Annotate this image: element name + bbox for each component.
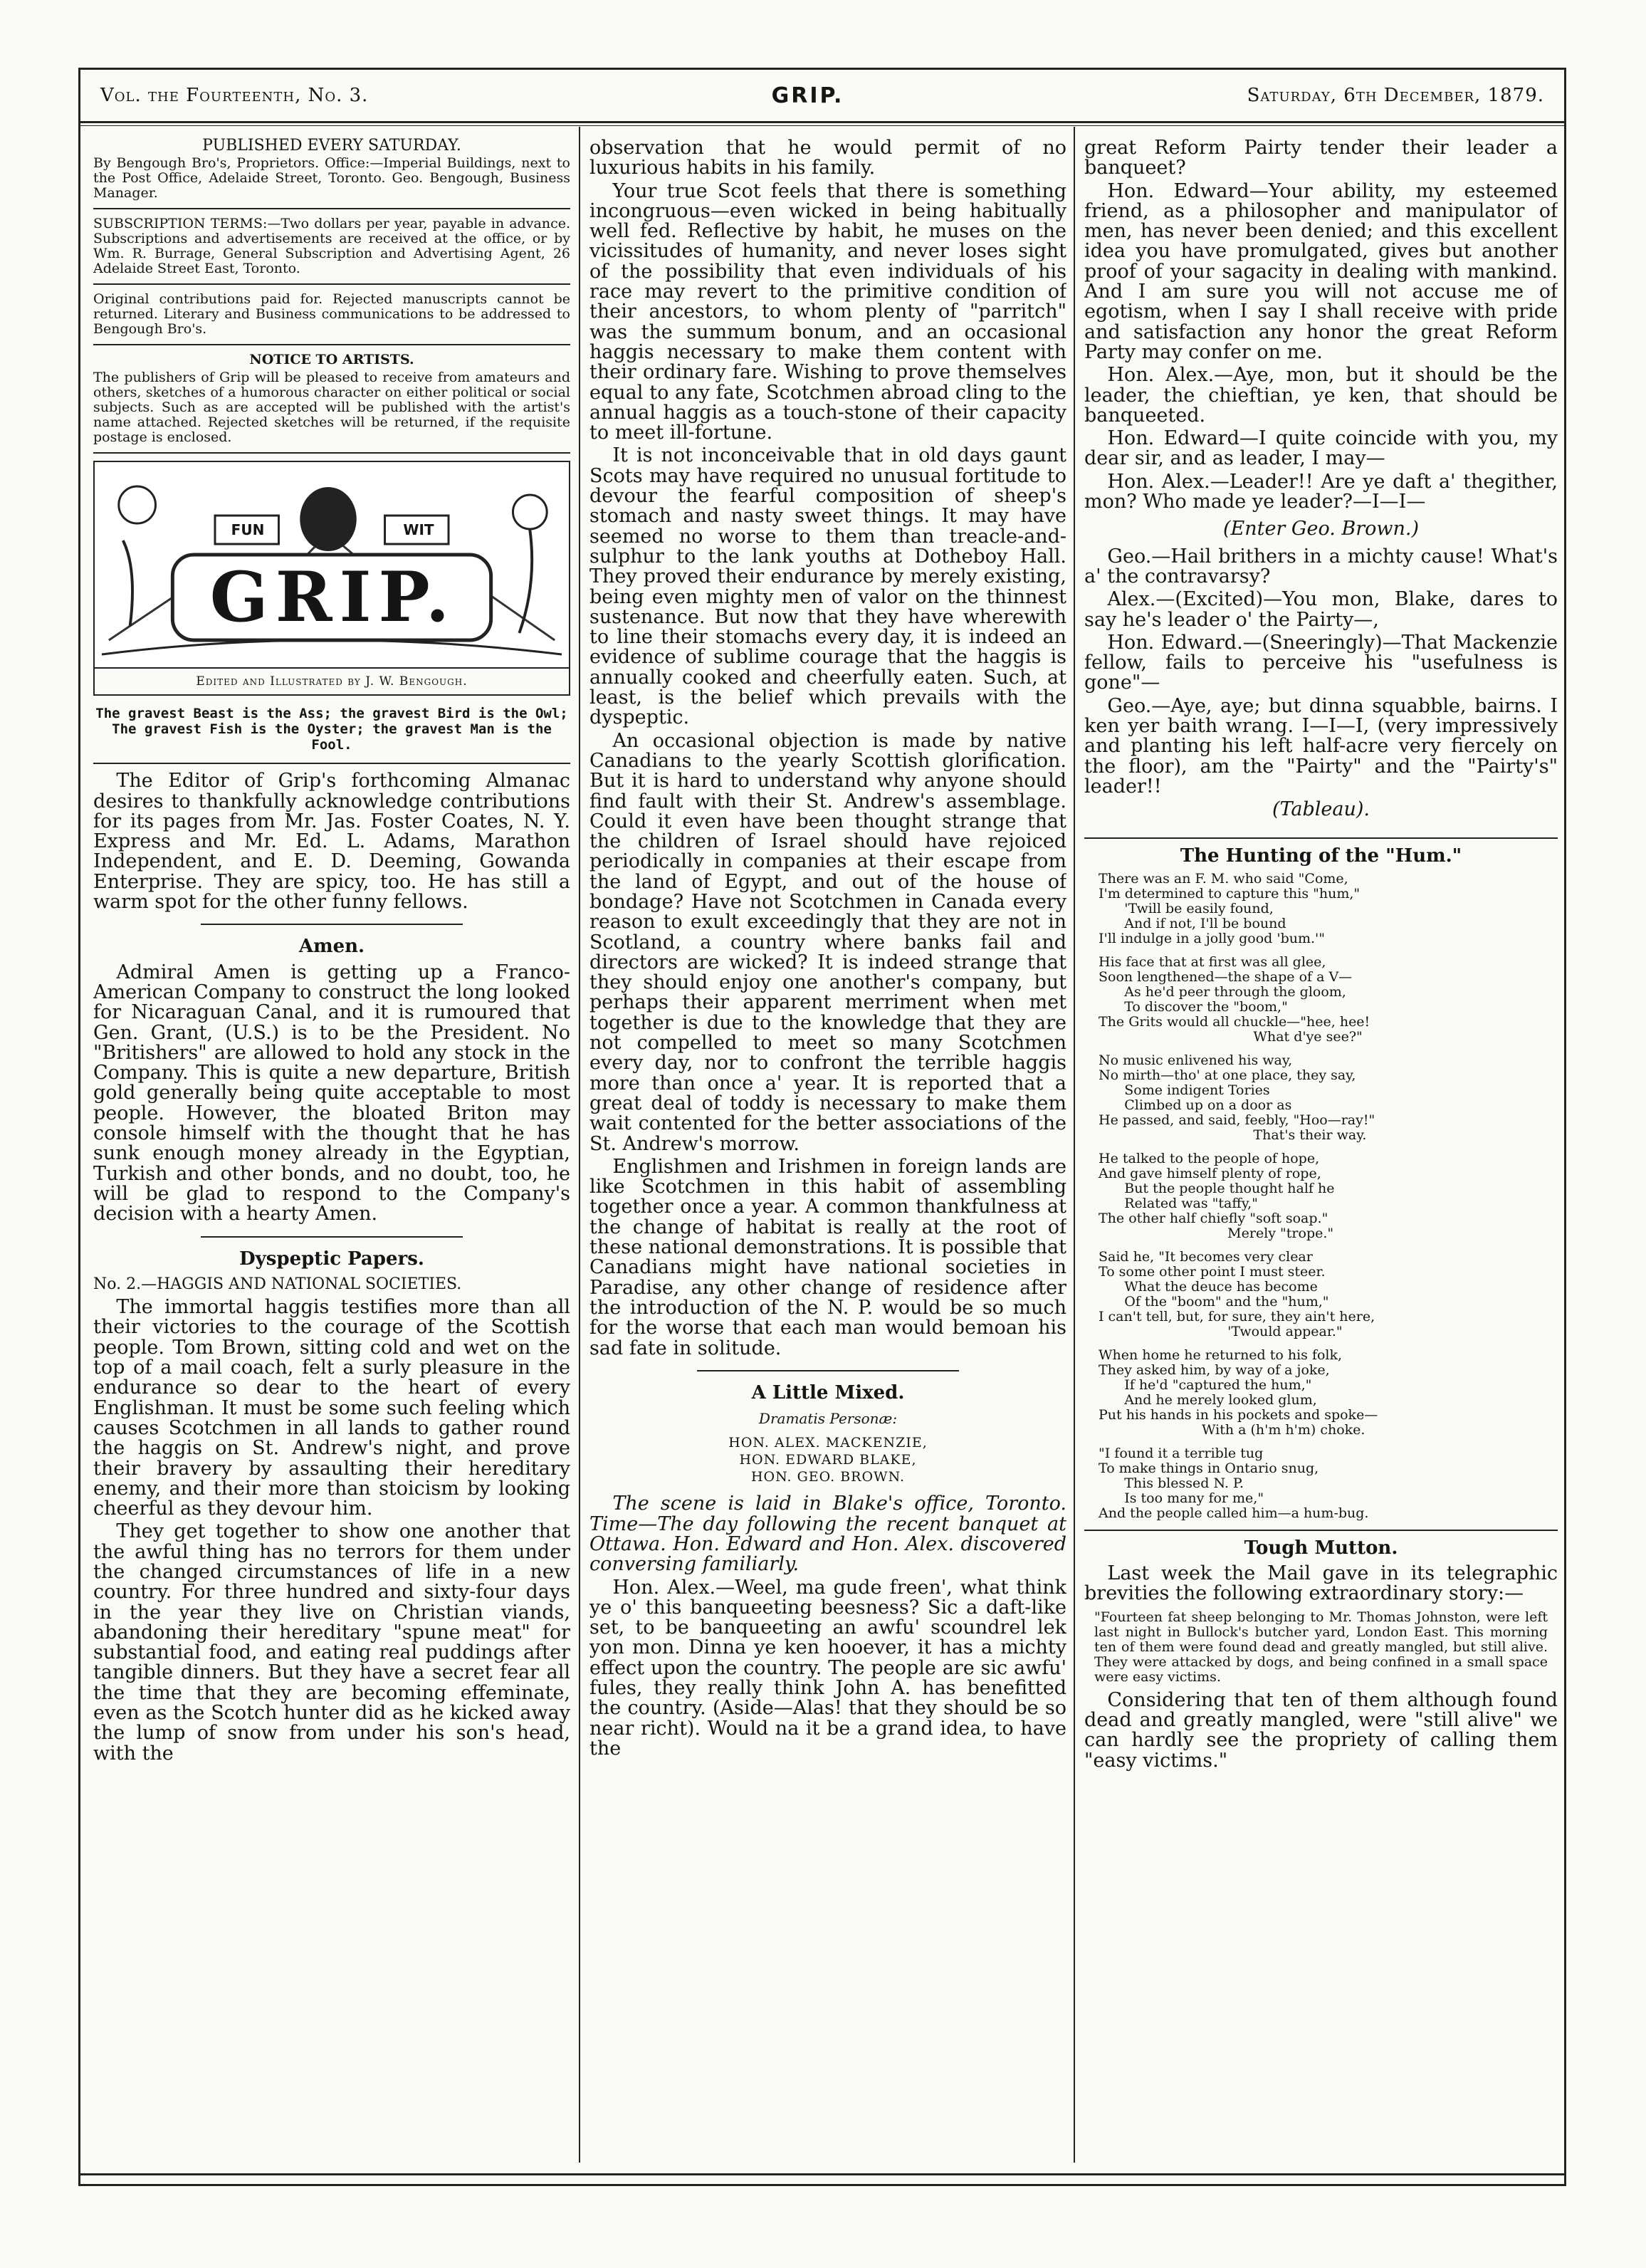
poem-line: That's their way. — [1099, 1127, 1367, 1143]
volume-number: Vol. the Fourteenth, No. 3. — [100, 85, 369, 106]
poem-line: They asked him, by way of a joke, — [1099, 1362, 1330, 1378]
article-paragraph: It is not inconceivable that in old days gaunt Scots may have required no unusual fortitude to devour the fearful composition of sheep's stomach and nasty sweet things. It may have seemed no worse to them than treacle-and-sulphur to the lank youths at Dotheboy Hall. They proved their endurance by merely existing, being even mighty men of valor on the thinnest sustenance. But now that they have wherewith to line their stomachs every day, it is indeed an evidence of sublime courage that the haggis is annually cooked and cheerfully eaten. Such, at least, is the belief which prevails with the dyspeptic. — [589, 444, 1066, 729]
poem-stanza — [1099, 1348, 1558, 1438]
divider — [697, 1370, 960, 1371]
amen-heading: Amen. — [298, 936, 365, 958]
article-paragraph: An occasional objection is made by native Canadians to the yearly Scottish glorification. But it is hard to understand why anyone should find fault with their St. Andrew's assemblage. Could it even have been thought strange that the children of Israel should have rejoiced periodically in companies at their escape from the land of Egypt, and out of the house of bondage? Have not Scotchmen in Canada every reason to exult exceedingly that they are not in Scotland, a country where banks fail and directors are wicked? It is indeed strange that they should enjoy one another's company, but perhaps their apparent merriment when met together is due to the knowledge that they are not compelled to meet so many Scotchmen every day, nor to confront the terrible haggis more than once a' year. It is reported that a great deal of toddy is necessary to make them wait contented for the better associations of the St. Andrew's morrow. — [589, 729, 1066, 1155]
dramatis-personae: Dramatis Personæ: — [758, 1410, 898, 1428]
poem-line: He passed, and said, feebly, "Hoo—ray!" — [1099, 1112, 1375, 1128]
poem-line: No music enlivened his way, — [1099, 1052, 1293, 1068]
poem-line: Is too many for me," — [1099, 1490, 1264, 1506]
published-text: By Bengough Bro's, Proprietors. Office:—Imperial Buildings, next to the Post Office, Adelaide Street, Toronto. Geo. Bengough, Business Manager. — [93, 155, 570, 201]
dialogue-paragraph: Hon. Edward.—(Sneeringly)—That Mackenzie fellow, fails to perceive his "usefulness is gone"— — [1084, 631, 1558, 694]
cast-member: HON. GEO. BROWN. — [750, 1469, 906, 1485]
poem-line: Climbed up on a door as — [1099, 1097, 1292, 1113]
cast-member: HON. EDWARD BLAKE, — [739, 1452, 917, 1468]
poem-line: To make things in Ontario snug, — [1099, 1460, 1319, 1476]
notice-text: The publishers of Grip will be pleased to receive from amateurs and others, sketches of a humorous character on either political or social subjects. Such as are accepted will be published with the artist's name attached. Rejected sketches will be returned, if the requisite postage is enclosed. — [93, 370, 570, 445]
motto-line-1: The gravest Beast is the Ass; the gravest Bird is the Owl; — [95, 706, 568, 722]
poem-line: No mirth—tho' at one place, they say, — [1099, 1067, 1356, 1083]
publisher-box — [93, 138, 570, 445]
logo-grip-word: GRIP. — [209, 556, 457, 637]
column-3 — [1084, 138, 1558, 2163]
poem-line: "I found it a terrible tug — [1099, 1445, 1264, 1461]
hunting-poem — [1099, 872, 1558, 1521]
poem-stanza — [1099, 955, 1558, 1045]
bottom-rule — [80, 2173, 1564, 2175]
paper-title: GRIP. — [771, 83, 844, 108]
motto-line-2: The gravest Fish is the Oyster; the gravest Man is the Fool. — [112, 721, 552, 753]
poem-line: 'Twill be easily found, — [1099, 900, 1274, 916]
article-paragraph: Your true Scot feels that there is something incongruous—even wicked in being habitually well fed. Reflective by habit, he muses on the vicissitudes of humanity, and never loses sight of the possibility that even individuals of his race may revert to the primitive condition of their ancestors, to whom plenty of "parritch" was the summum bonum, and an occasional haggis necessary to make them content with their ordinary fare. Wishing to prove themselves equal to any fate, Scotchmen abroad cling to the annual haggis as a touch-stone of their capacity to meet ill-fortune. — [589, 179, 1066, 444]
poem-stanza — [1099, 1053, 1558, 1143]
tough-mutton-heading: Tough Mutton. — [1244, 1537, 1398, 1559]
divider — [201, 924, 463, 925]
column-2 — [589, 138, 1066, 2163]
poem-line: The Grits would all chuckle—"hee, hee! — [1099, 1013, 1370, 1030]
poem-line: What the deuce has become — [1099, 1278, 1318, 1295]
amen-text: Admiral Amen is getting up a Franco-American Company to construct the long looked for Nicaraguan Canal, and it is rumoured that Gen. Grant, (U.S.) is to be the President. No "Britishers" are allowed to hold any stock in the Company. This is quite a new departure, British gold generally being quite acceptable to most people. However, the bloated Briton may console himself with the thought that he has sunk enough money already in the Egyptian, Turkish and other bonds, and no doubt, too, he will be glad to respond to the Company's decision with a hearty Amen. — [93, 961, 570, 1226]
poem-line: I'll indulge in a jolly good 'bum.'" — [1099, 930, 1326, 946]
issue-date: Saturday, 6th December, 1879. — [1247, 85, 1544, 106]
poem-line: There was an F. M. who said "Come, — [1099, 870, 1348, 887]
logo-wit-label: WIT — [403, 521, 434, 538]
dialogue-paragraph: Hon. Edward—I quite coincide with you, my dear sir, and as leader, I may— — [1084, 427, 1558, 470]
cast-list — [589, 1434, 1066, 1485]
poem-stanza — [1099, 1250, 1558, 1339]
cast-member: HON. ALEX. MACKENZIE, — [728, 1435, 928, 1451]
logo-fun-label: FUN — [231, 521, 265, 538]
poem-line: Some indigent Tories — [1099, 1082, 1270, 1098]
divider — [1084, 837, 1558, 839]
tough-paragraph-1: Last week the Mail gave in its telegraphic brevities the following extraordinary story:— — [1084, 1562, 1558, 1605]
dialogue-paragraph: Geo.—Hail brithers in a michty cause! What's a' the contravarsy? — [1084, 545, 1558, 587]
poem-stanza — [1099, 1151, 1558, 1241]
divider — [93, 763, 570, 764]
poem-line: And he merely looked glum, — [1099, 1391, 1317, 1408]
poem-line: If he'd "captured the hum," — [1099, 1376, 1312, 1393]
poem-line: Merely "trope." — [1099, 1225, 1334, 1241]
poem-line: What d'ye see?" — [1099, 1028, 1363, 1045]
dyspeptic-paragraph-2: They get together to show one another that the awful thing has no terrors for them under the changed circumstances of life in a new country. For three hundred and sixty-four days in the year they live on Christian viands, abandoning their hereditary "spune meat" for substantial food, and eating real puddings after tangible dinners. But they have a secret fear all the time that they are becoming effeminate, even as the Scotch hunter did as he kicked away the lump of snow from under his son's head, with the — [93, 1520, 570, 1765]
article-paragraph: observation that he would permit of no luxurious habits in his family. — [589, 138, 1066, 179]
poem-line: 'Twould appear." — [1099, 1323, 1343, 1339]
published-heading: PUBLISHED EVERY SATURDAY. — [202, 138, 461, 155]
stage-direction: (Tableau). — [1272, 798, 1370, 821]
poem-line: This blessed N. P. — [1099, 1475, 1244, 1491]
poem-line: Of the "boom" and the "hum," — [1099, 1293, 1329, 1310]
poem-line: I'm determined to capture this "hum," — [1099, 885, 1361, 902]
logo-caption: Edited and Illustrated by J. W. Bengough. — [93, 669, 570, 696]
column-divider — [579, 127, 580, 2163]
column-1 — [93, 138, 570, 2163]
stage-direction: (Enter Geo. Brown.) — [1222, 518, 1420, 540]
dialogue-paragraph: Geo.—Aye, aye; but dinna squabble, bairns. I ken yer baith wrang. I—I—I, (very impressively and planting his left half-acre very fiercely on the floor), am the "Pairty" and the "Pairty's" leader!! — [1084, 694, 1558, 798]
scene-description: The scene is laid in Blake's office, Toronto. Time—The day following the recent banquet at Ottawa. Hon. Edward and Hon. Alex. discovered conversing familiarly. — [589, 1493, 1066, 1576]
divider — [93, 452, 570, 454]
notice-heading: NOTICE TO ARTISTS. — [249, 352, 414, 367]
dialogue-paragraph: Alex.—(Excited)—You mon, Blake, dares to say he's leader o' the Pairty—, — [1084, 588, 1558, 631]
contributions-notice: Original contributions paid for. Rejected manuscripts cannot be returned. Literary and Business communications to be addressed to Bengough Bro's. — [93, 291, 570, 337]
divider — [93, 283, 570, 285]
grip-logo-illustration — [93, 461, 570, 669]
divider — [93, 208, 570, 209]
poem-line: His face that at first was all glee, — [1099, 953, 1326, 970]
dyspeptic-subheading: No. 2.—HAGGIS AND NATIONAL SOCIETIES. — [93, 1275, 462, 1293]
masthead — [80, 70, 1564, 123]
dialogue-paragraph: Hon. Edward—Your ability, my esteemed friend, as a philosopher and manipulator of men, has never been denied; and this excellent idea you have promulgated, gives but another proof of your sagacity in dealing with mankind. And I am sure you will not accuse me of egotism, when I say I shall receive with pride and satisfaction any honor the great Reform Party may confer on me. — [1084, 179, 1558, 363]
editor-note: The Editor of Grip's forthcoming Almanac desires to thankfully acknowledge contributions for its pages from Mr. Jas. Foster Coates, N. Y. Express and Mr. Ed. L. Adams, Marathon Independent, and E. D. Deeming, Gowanda Enterprise. They are spicy, too. He has still a warm spot for the other funny fellows. — [93, 770, 570, 914]
divider — [1084, 1530, 1558, 1531]
poem-line: The other half chiefly "soft soap." — [1099, 1210, 1328, 1226]
poem-line: And if not, I'll be bound — [1099, 915, 1286, 931]
divider — [93, 344, 570, 345]
masthead-rule — [80, 125, 1564, 126]
poem-line: And the people called him—a hum-bug. — [1099, 1505, 1369, 1521]
column-divider — [1074, 127, 1075, 2163]
poem-line: But the people thought half he — [1099, 1180, 1335, 1196]
tough-quote: "Fourteen fat sheep belonging to Mr. Thomas Johnston, were left last night in Bullock's butcher yard, London East. This morning ten of them were found dead and greatly mangled, but still alive. They were attacked by dogs, and being confined in a small space were easy victims. — [1094, 1609, 1548, 1685]
subscription-terms: SUBSCRIPTION TERMS:—Two dollars per year, payable in advance. Subscriptions and advertisements are received at the office, or by Wm. R. Burrage, General Subscription and Advertising Agent, 26 Adelaide Street East, Toronto. — [93, 216, 570, 276]
poem-line: Said he, "It becomes very clear — [1099, 1248, 1313, 1265]
dyspeptic-paragraph-1: The immortal haggis testifies more than all their victories to the courage of the Scottish people. Tom Brown, sitting cold and wet on the top of a mail coach, felt a surly pleasure in the endurance so dear to the heart of every Englishman. It must be some such feeling which causes Scotchmen in all lands to gather round the haggis on St. Andrew's night, and prove their bravery by assaulting their hereditary enemy, and their more than stoicism by looking cheerful as they devour him. — [93, 1296, 570, 1520]
newspaper-page — [78, 68, 1566, 2186]
tough-paragraph-2: Considering that ten of them although found dead and greatly mangled, were "still alive" we can hardly see the propriety of calling them "easy victims." — [1084, 1688, 1558, 1772]
divider — [201, 1236, 463, 1238]
dialogue-paragraph: Hon. Alex.—Leader!! Are ye daft a' thegither, mon? Who made ye leader?—I—I— — [1084, 470, 1558, 513]
poem-stanza — [1099, 1446, 1558, 1521]
dyspeptic-heading: Dyspeptic Papers. — [239, 1248, 424, 1270]
poem-stanza — [1099, 872, 1558, 946]
article-paragraph: Englishmen and Irishmen in foreign lands are like Scotchmen in this habit of assembling together once a year. A common thankfulness at the change of habitat is really at the root of these national demonstrations. It is possible that Canadians might have national societies in Paradise, any other change of residence after the introduction of the N. P. would be so much for the worse that each man would bemoan his sad fate in solitude. — [589, 1155, 1066, 1359]
poem-line: And gave himself plenty of rope, — [1099, 1165, 1321, 1181]
motto — [93, 706, 570, 753]
poem-line: With a (h'm h'm) choke. — [1099, 1421, 1365, 1438]
poem-line: As he'd peer through the gloom, — [1099, 983, 1346, 1000]
poem-line: To discover the "boom," — [1099, 998, 1288, 1015]
hunting-heading: The Hunting of the "Hum." — [1180, 845, 1462, 867]
dialogue-paragraph: Hon. Alex.—Aye, mon, but it should be the leader, the chieftian, ye ken, that should be banqueeted. — [1084, 364, 1558, 427]
poem-line: Soon lengthened—the shape of a V— — [1099, 968, 1353, 985]
little-mixed-heading: A Little Mixed. — [751, 1381, 905, 1404]
poem-line: Put his hands in his pockets and spoke— — [1099, 1406, 1378, 1423]
dialogue-paragraph: great Reform Pairty tender their leader a banqueet? — [1084, 138, 1558, 179]
poem-line: I can't tell, but, for sure, they ain't here, — [1099, 1308, 1375, 1324]
poem-line: He talked to the people of hope, — [1099, 1150, 1320, 1166]
poem-line: Related was "taffy," — [1099, 1195, 1258, 1211]
poem-line: When home he returned to his folk, — [1099, 1347, 1343, 1363]
poem-line: To some other point I must steer. — [1099, 1263, 1326, 1280]
dialogue-paragraph: Hon. Alex.—Weel, ma gude freen', what think ye o' this banqueeting beesness? Sic a daft-like set, to be banqueeting an awfu' scoundrel lek yon mon. Dinna ye ken hooever, it has a michty effect upon the country. The people are sic awfu' fules, they really think John A. has benefitted the country. (Aside—Alas! that they should be so near richt). Would na it be a grand idea, to have the — [589, 1576, 1066, 1760]
